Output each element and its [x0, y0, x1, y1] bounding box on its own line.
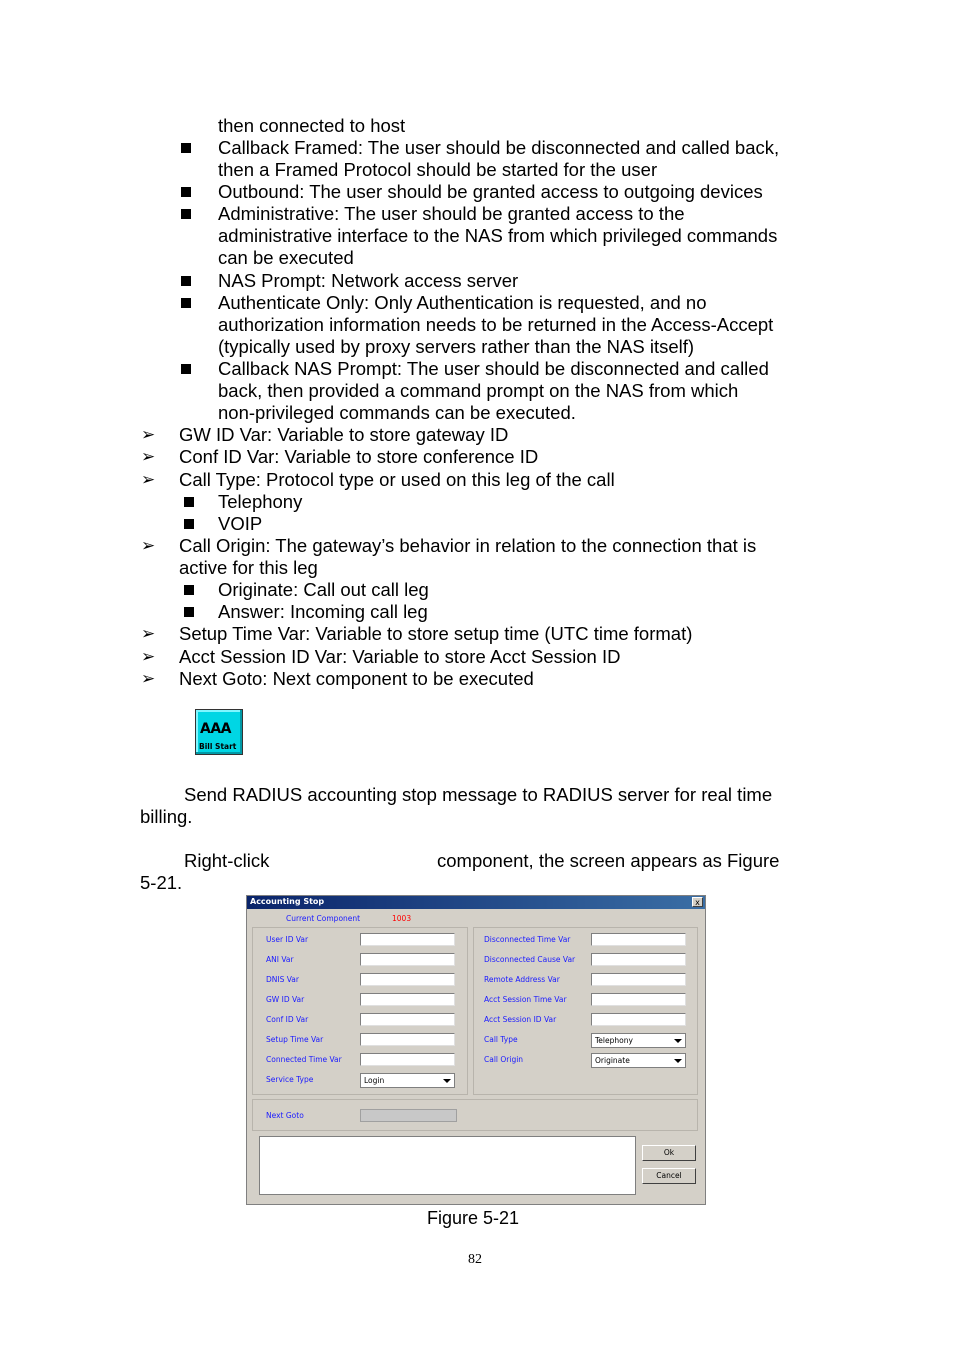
square-bullet-icon — [184, 497, 194, 507]
user-id-var-input[interactable] — [360, 933, 455, 946]
square-bullet-icon — [181, 209, 191, 219]
arrow-bullet-icon: ➢ — [141, 647, 156, 666]
text-line: Setup Time Var: Variable to store setup time (UTC time format) — [179, 623, 693, 644]
close-icon[interactable]: x — [692, 897, 703, 907]
arrow-bullet-icon: ➢ — [141, 425, 156, 444]
gw-id-var-input[interactable] — [360, 993, 455, 1006]
field-label: Remote Address Var — [484, 975, 560, 984]
call-type-value: Telephony — [595, 1036, 633, 1045]
icon-small-label: Bill Start — [199, 742, 237, 751]
text-line: Call Type: Protocol type or used on this leg of the call — [179, 469, 615, 490]
chevron-down-icon — [674, 1039, 682, 1043]
text-line: Administrative: The user should be granted access to the — [218, 203, 685, 224]
call-origin-value: Originate — [595, 1056, 630, 1065]
field-label: Acct Session ID Var — [484, 1015, 557, 1024]
square-bullet-icon — [181, 187, 191, 197]
dialog-titlebar — [247, 896, 705, 909]
paragraph-line: Right-click — [184, 850, 270, 871]
field-label: ANI Var — [266, 955, 294, 964]
square-bullet-icon — [181, 298, 191, 308]
current-component-value: 1003 — [392, 914, 412, 923]
arrow-bullet-icon: ➢ — [141, 624, 156, 643]
message-textarea[interactable] — [259, 1136, 636, 1195]
field-label: Disconnected Time Var — [484, 935, 571, 944]
call-origin-select[interactable] — [591, 1053, 686, 1068]
text-line: then a Framed Protocol should be started for the user — [218, 159, 658, 180]
text-line: non-privileged commands can be executed. — [218, 402, 576, 423]
conf-id-var-input[interactable] — [360, 1013, 455, 1026]
call-origin-label: Call Origin — [484, 1055, 524, 1064]
text-line: Authenticate Only: Only Authentication is requested, and no — [218, 292, 707, 313]
arrow-bullet-icon: ➢ — [141, 536, 156, 555]
arrow-bullet-icon: ➢ — [141, 447, 156, 466]
next-goto-field — [360, 1109, 457, 1122]
field-label: Setup Time Var — [266, 1035, 324, 1044]
text-line: Originate: Call out call leg — [218, 579, 429, 600]
next-goto-panel — [252, 1099, 698, 1131]
icon-big-label: AAA — [200, 721, 232, 737]
aaa-bill-start-icon — [195, 709, 243, 755]
text-line: Next Goto: Next component to be executed — [179, 668, 534, 689]
text-line: then connected to host — [218, 115, 406, 136]
text-line: Callback Framed: The user should be disconnected and called back, — [218, 137, 780, 158]
acct-session-time-var-input[interactable] — [591, 993, 686, 1006]
paragraph-line: 5-21. — [140, 872, 183, 893]
square-bullet-icon — [184, 585, 194, 595]
field-label: GW ID Var — [266, 995, 305, 1004]
call-type-label: Call Type — [484, 1035, 518, 1044]
square-bullet-icon — [181, 364, 191, 374]
text-line: can be executed — [218, 247, 354, 268]
text-line: (typically used by proxy servers rather than the NAS itself) — [218, 336, 695, 357]
field-label: Connected Time Var — [266, 1055, 342, 1064]
square-bullet-icon — [181, 143, 191, 153]
service-type-label: Service Type — [266, 1075, 314, 1084]
text-line: Telephony — [218, 491, 303, 512]
accounting-stop-dialog — [246, 895, 706, 1205]
service-type-value: Login — [364, 1076, 385, 1085]
call-type-select[interactable] — [591, 1033, 686, 1048]
cancel-button[interactable]: Cancel — [642, 1168, 696, 1184]
text-line: VOIP — [218, 513, 263, 534]
field-label: User ID Var — [266, 935, 309, 944]
text-line: Outbound: The user should be granted access to outgoing devices — [218, 181, 763, 202]
text-line: Callback NAS Prompt: The user should be disconnected and called — [218, 358, 769, 379]
current-component-label: Current Component — [286, 914, 361, 923]
text-line: Acct Session ID Var: Variable to store Acct Session ID — [179, 646, 621, 667]
text-line: Conf ID Var: Variable to store conference ID — [179, 446, 539, 467]
ok-button[interactable]: Ok — [642, 1145, 696, 1161]
field-label: Disconnected Cause Var — [484, 955, 576, 964]
disconnected-time-var-input[interactable] — [591, 933, 686, 946]
acct-session-id-var-input[interactable] — [591, 1013, 686, 1026]
square-bullet-icon — [181, 276, 191, 286]
paragraph-line: billing. — [140, 806, 193, 827]
text-line: GW ID Var: Variable to store gateway ID — [179, 424, 509, 445]
ani-var-input[interactable] — [360, 953, 455, 966]
field-label: Acct Session Time Var — [484, 995, 567, 1004]
figure-caption: Figure 5-21 — [427, 1208, 520, 1228]
arrow-bullet-icon: ➢ — [141, 470, 156, 489]
chevron-down-icon — [443, 1079, 451, 1083]
text-line: Call Origin: The gateway’s behavior in relation to the connection that is — [179, 535, 757, 556]
text-line: back, then provided a command prompt on the NAS from which — [218, 380, 739, 401]
dialog-title: Accounting Stop — [250, 897, 325, 906]
arrow-bullet-icon: ➢ — [141, 669, 156, 688]
text-line: NAS Prompt: Network access server — [218, 270, 519, 291]
text-line: active for this leg — [179, 557, 318, 578]
square-bullet-icon — [184, 607, 194, 617]
field-label: DNIS Var — [266, 975, 299, 984]
text-line: authorization information needs to be returned in the Access-Accept — [218, 314, 774, 335]
service-type-select[interactable] — [360, 1073, 455, 1088]
text-line: Answer: Incoming call leg — [218, 601, 428, 622]
dnis-var-input[interactable] — [360, 973, 455, 986]
page-number: 82 — [468, 1252, 482, 1267]
paragraph-line: component, the screen appears as Figure — [437, 850, 780, 871]
remote-address-var-input[interactable] — [591, 973, 686, 986]
text-line: administrative interface to the NAS from which privileged commands — [218, 225, 778, 246]
setup-time-var-input[interactable] — [360, 1033, 455, 1046]
field-label: Conf ID Var — [266, 1015, 309, 1024]
chevron-down-icon — [674, 1059, 682, 1063]
disconnected-cause-var-input[interactable] — [591, 953, 686, 966]
next-goto-label: Next Goto — [266, 1111, 304, 1120]
connected-time-var-input[interactable] — [360, 1053, 455, 1066]
square-bullet-icon — [184, 519, 194, 529]
paragraph-line: Send RADIUS accounting stop message to RADIUS server for real time — [184, 784, 773, 805]
